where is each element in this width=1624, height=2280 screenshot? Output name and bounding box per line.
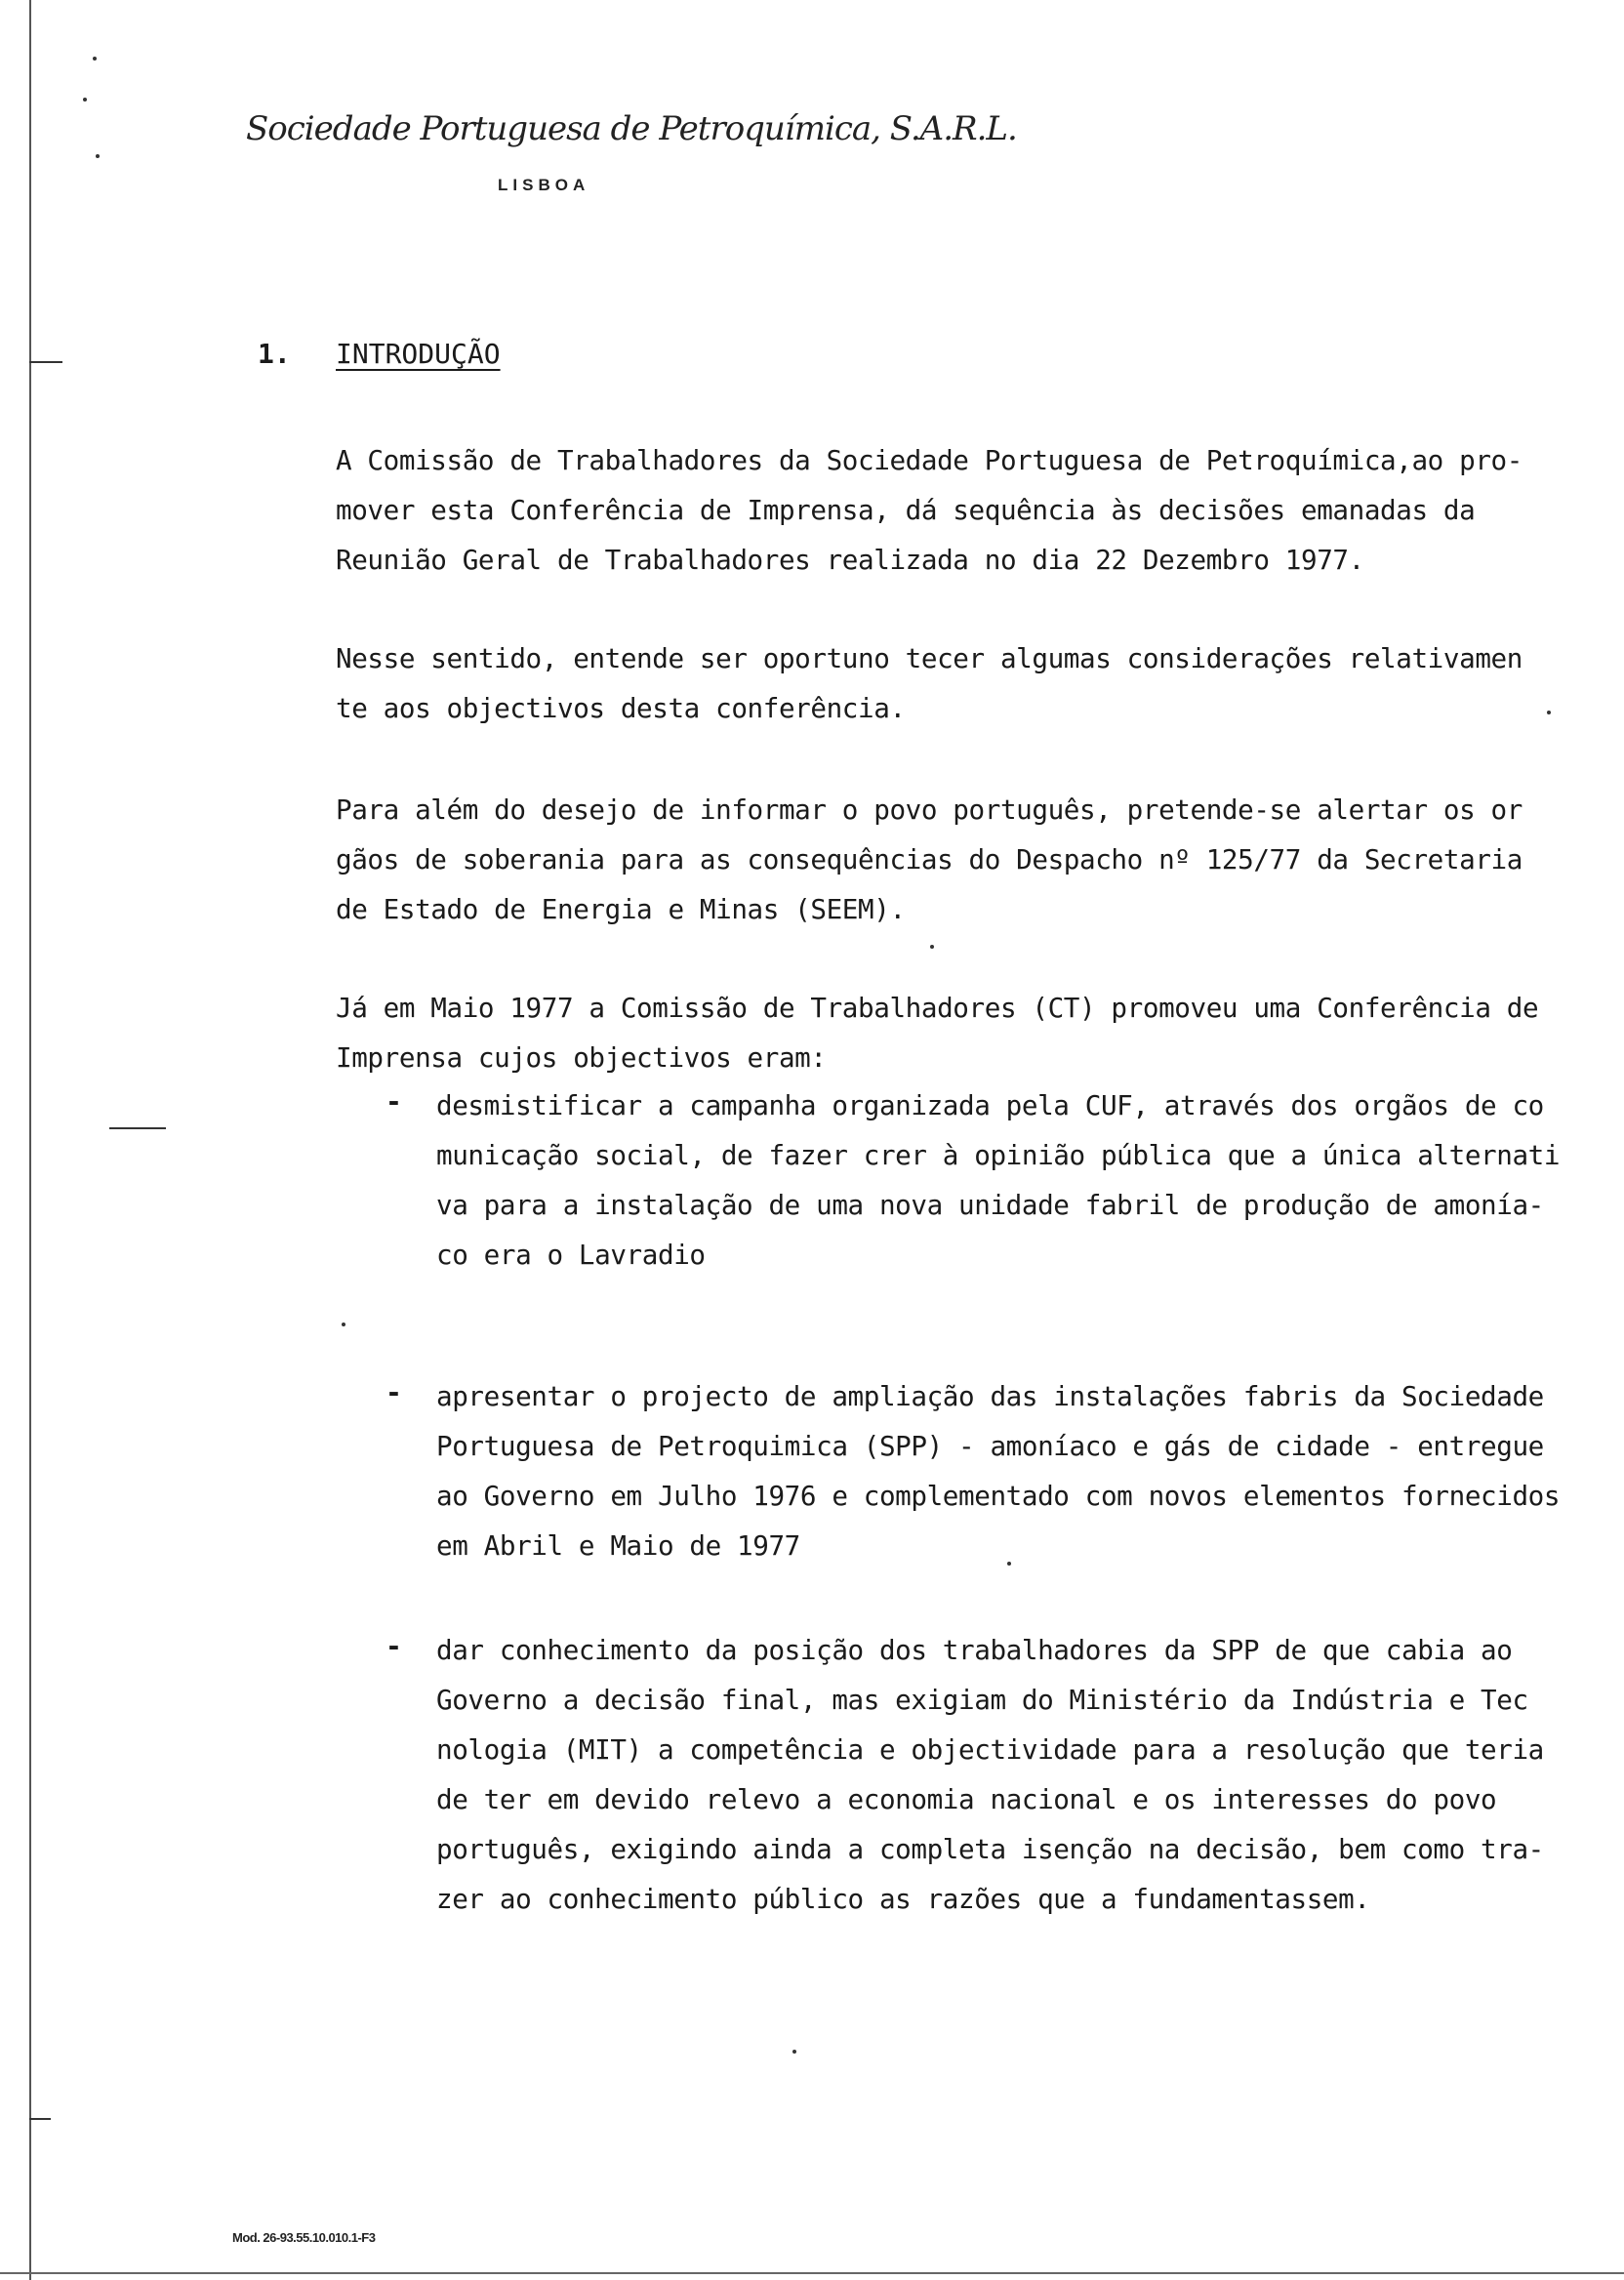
- form-code-footer: Mod. 26-93.55.10.010.1-F3: [232, 2230, 376, 2245]
- paragraph-line: de Estado de Energia e Minas (SEEM).: [336, 893, 906, 925]
- paragraph-line: A Comissão de Trabalhadores da Sociedade Portuguesa de Petroquímica,ao pro-: [336, 444, 1522, 476]
- bullet-marker: -: [386, 1376, 402, 1408]
- paragraph-line: Imprensa cujos objectivos eram:: [336, 1041, 827, 1074]
- scan-speck: [342, 1323, 345, 1326]
- bullet-item-project: [436, 1371, 1624, 1570]
- bullet-line: em Abril e Maio de 1977: [436, 1529, 800, 1562]
- company-letterhead: Sociedade Portuguesa de Petroquímica, S.A.R.L.: [246, 109, 1017, 148]
- bullet-line: nologia (MIT) a competência e objectividade para a resolução que teria: [436, 1733, 1544, 1766]
- scan-speck: [93, 57, 97, 61]
- margin-tick: [109, 1127, 166, 1129]
- bottom-edge-rule: [0, 2272, 1624, 2274]
- paragraph-alert: [336, 785, 1624, 934]
- bullet-line: va para a instalação de uma nova unidade fabril de produção de amonía-: [436, 1189, 1544, 1221]
- paragraph-intro: [336, 435, 1624, 585]
- paragraph-line: Nesse sentido, entende ser oportuno tecer algumas considerações relativamen: [336, 642, 1522, 674]
- paragraph-previous-conference: [336, 983, 1624, 1082]
- bullet-line: apresentar o projecto de ampliação das instalações fabris da Sociedade: [436, 1380, 1544, 1412]
- bullet-line: dar conhecimento da posição dos trabalhadores da SPP de que cabia ao: [436, 1634, 1513, 1666]
- paragraph-line: gãos de soberania para as consequências do Despacho nº 125/77 da Secretaria: [336, 843, 1522, 875]
- paragraph-line: mover esta Conferência de Imprensa, dá sequência às decisões emanadas da: [336, 494, 1476, 526]
- bullet-marker: -: [386, 1630, 402, 1662]
- scan-speck: [83, 98, 87, 102]
- bullet-line: ao Governo em Julho 1976 e complementado com novos elementos fornecidos: [436, 1480, 1561, 1512]
- scan-speck: [792, 2050, 796, 2054]
- paragraph-line: Reunião Geral de Trabalhadores realizada no dia 22 Dezembro 1977.: [336, 544, 1364, 576]
- bullet-line: municação social, de fazer crer à opinião pública que a única alternati: [436, 1139, 1561, 1171]
- section-title: INTRODUÇÃO: [336, 338, 501, 370]
- bullet-line: zer ao conhecimento público as razões que a fundamentassem.: [436, 1883, 1370, 1915]
- margin-tick: [29, 2118, 51, 2120]
- paragraph-line: Para além do desejo de informar o povo português, pretende-se alertar os or: [336, 794, 1522, 826]
- bullet-marker: -: [386, 1085, 402, 1118]
- bullet-line: português, exigindo ainda a completa isenção na decisão, bem como tra-: [436, 1833, 1544, 1865]
- margin-tick: [29, 361, 62, 363]
- bullet-line: Portuguesa de Petroquimica (SPP) - amoníaco e gás de cidade - entregue: [436, 1430, 1544, 1462]
- scan-speck: [930, 945, 934, 949]
- paragraph-purpose: [336, 633, 1624, 733]
- bullet-line: co era o Lavradio: [436, 1239, 706, 1271]
- scan-speck: [96, 154, 100, 158]
- left-binding-rule: [29, 0, 31, 2280]
- letterhead-city: LISBOA: [498, 176, 590, 194]
- bullet-line: desmistificar a campanha organizada pela CUF, através dos orgãos de co: [436, 1089, 1544, 1121]
- paragraph-line: te aos objectivos desta conferência.: [336, 692, 906, 724]
- bullet-line: Governo a decisão final, mas exigiam do Ministério da Indústria e Tec: [436, 1684, 1528, 1716]
- bullet-line: de ter em devido relevo a economia nacional e os interesses do povo: [436, 1783, 1497, 1815]
- paragraph-line: Já em Maio 1977 a Comissão de Trabalhadores (CT) promoveu uma Conferência de: [336, 992, 1539, 1024]
- bullet-item-campaign: [436, 1080, 1624, 1280]
- section-number: 1.: [258, 338, 291, 370]
- bullet-item-position: [436, 1625, 1624, 1924]
